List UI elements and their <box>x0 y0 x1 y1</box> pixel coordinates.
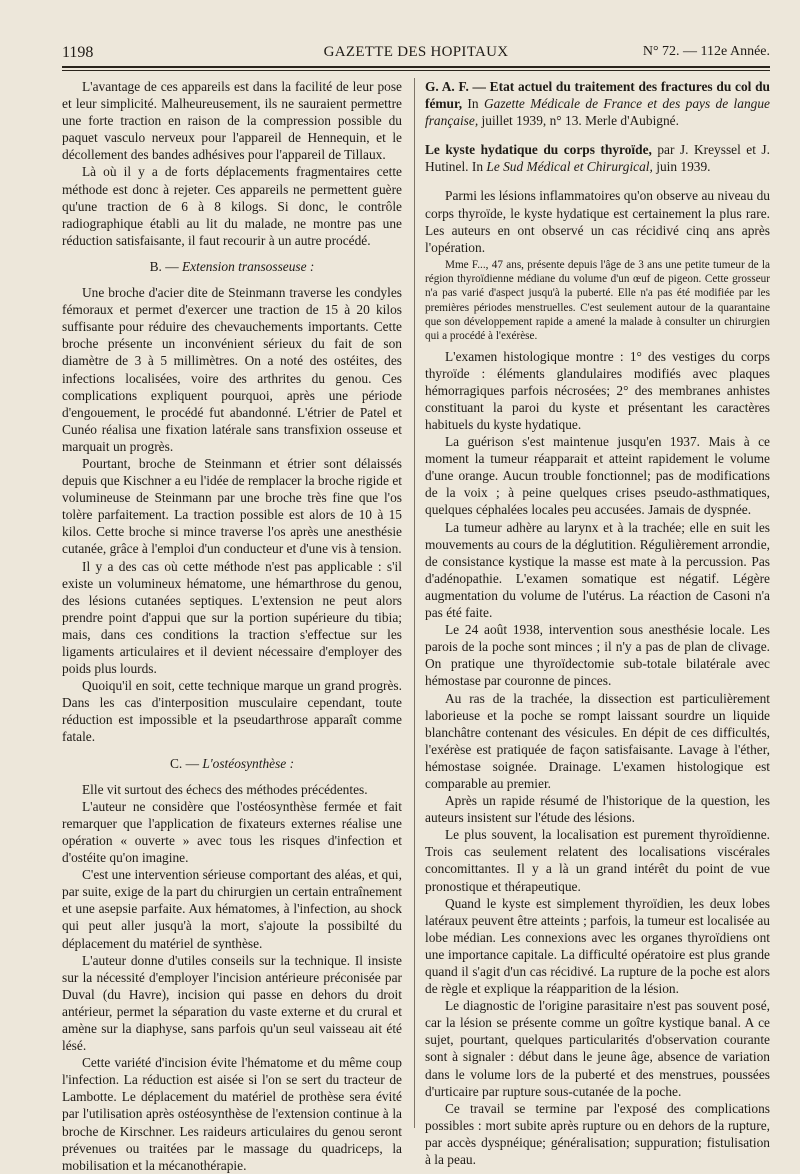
section-title: L'ostéosynthèse : <box>202 755 295 771</box>
section-prefix: C. — <box>169 755 203 771</box>
reference-title: G. A. F. — Etat actuel du traitement des fractures du col du fémur, <box>425 79 770 112</box>
section-heading-b <box>62 258 402 275</box>
reference-journal: Gazette Médicale de France et des pays de langue française, <box>425 96 770 129</box>
paragraph: La guérison s'est maintenue jusqu'en 1937. Mais à ce moment la tumeur réapparait et atteint rapidement le volume d'une orange. Aucun trouble fonctionnel; pas de modifications de la voix ; à peine quelques crises pseudo-asthmatiques, quelques céphalées locales peu accusées. Jamais de dyspnée. <box>425 434 770 518</box>
section-prefix: B. — <box>149 258 182 274</box>
journal-title: GAZETTE DES HOPITAUX <box>323 44 509 60</box>
issue-number: N° 72. — 112e Année. <box>642 44 770 59</box>
paragraph: C'est une intervention sérieuse comportant des aléas, et qui, par suite, exige de la part du chirurgien un certain entraînement et une asepsie parfaite. Aux hématomes, à l'infection, au shock qui peut aller jusqu'à la mort, s'ajoute la possibilté du déplacement du matériel de synthèse. <box>62 867 402 951</box>
paragraph: Quoiqu'il en soit, cette technique marque un grand progrès. Dans les cas d'interposition musculaire cependant, toute réduction est impossible et la pseudarthrose apparaît comme fatale. <box>62 678 402 745</box>
section-title: Extension transosseuse : <box>181 258 315 274</box>
reference-journal: Le Sud Médical et Chirurgical, <box>486 159 653 175</box>
section-heading-c <box>62 755 402 772</box>
reference-in: In <box>462 96 484 112</box>
left-column <box>62 78 402 1174</box>
paragraph: L'examen histologique montre : 1° des vestiges du corps thyroïde : éléments glandulaires modifiés avec plaques hémorragiques parfois nécrosées; 2° des membranes anhistes constituant la paroi du kyste et présentant les caractères habituels du kyste hydatique. <box>425 348 770 432</box>
reference-details: juin 1939. <box>652 159 711 175</box>
paragraph: Il y a des cas où cette méthode n'est pas applicable : s'il existe un volumineux hématome, une hémarthrose du genou, des lésions cutanées septiques. L'extension ne peut alors prendre point d'appui que sur la portion supérieure du tibia; mais, dans ces conditions la traction s'effectue sur les ligaments articulaires et il devient nécessaire d'employer des poids plus lourds. <box>62 558 402 677</box>
paragraph: Parmi les lésions inflammatoires qu'on observe au niveau du corps thyroïde, le kyste hydatique est certainement la plus rare. Les auteurs en ont observé un cas récidivé cinq ans après l'opération. <box>425 188 770 255</box>
paragraph: Quand le kyste est simplement thyroïdien, les deux lobes latéraux peuvent être atteints ; parfois, la tumeur est localisée au lobe médian. Les connexions avec les organes thyroïdiens ont une importance capitale. La difficulté opératoire est plus grande quand il s'agit d'un cas récidivé. La rupture de la poche est alors de règle et explique la réapparition de la lésion. <box>425 895 770 997</box>
paragraph: L'avantage de ces appareils est dans la facilité de leur pose et leur simplicité. Malheureusement, ils ne sauraient permettre une forte traction en raison de la compression possible du paquet vasculo nerveux pour l'appareil de Hennequin, et le décollement des bandes adhésives pour l'appareil de Tillaux. <box>62 79 402 163</box>
reference-authors: par J. Kreyssel et J. Hutinel. In <box>425 142 770 175</box>
paragraph: Au ras de la trachée, la dissection est particulièrement laborieuse et la poche se rompt laissant sourdre un liquide blanchâtre contenant des vésicules. En dépit de ces difficultés, l'exérèse est pratiquée de façon satisfaisante. Lavage à l'éther, hémostase soignée. Drainage. L'examen histologique est comparable au premier. <box>425 690 770 791</box>
page-number: 1198 <box>62 44 94 61</box>
right-column <box>425 78 770 1168</box>
paragraph: Le plus souvent, la localisation est purement thyroïdienne. Trois cas seulement relatent des localisations viscérales concomittantes. Il y a là un grand intérêt du point de vue pronostique et thérapeutique. <box>425 827 770 894</box>
paragraph: Après un rapide résumé de l'historique de la question, les auteurs insistent sur l'étude des lésions. <box>425 793 770 826</box>
header-rule-thin <box>62 70 770 71</box>
reference-details: juillet 1939, n° 13. Merle d'Aubigné. <box>478 113 679 129</box>
paragraph: Là où il y a de forts déplacements fragmentaires cette méthode est donc à rejeter. Ces appareils ne permettent guère qu'une traction de 6 à 8 kilogs. Si donc, le contrôle radiographique établi au lit du malade, ne montre pas une réduction satisfaisante, il faut recourir à un autre procédé. <box>62 164 402 248</box>
reference-2 <box>425 141 770 175</box>
paragraph: Pourtant, broche de Steinmann et étrier sont délaissés depuis que Kischner a eu l'idée de remplacer la broche rigide et volumineuse de Steinmann par une broche très fine que l'os tolère parfaitement. La traction possible est alors de 10 à 15 kilos. Cette broche si mince traverse l'os après une anesthésie cutanée, grâce à l'emploi d'un conducteur et d'une vis à tension. <box>62 455 402 557</box>
header-rule-thick <box>62 66 770 68</box>
paragraph: Le diagnostic de l'origine parasitaire n'est pas souvent posé, car la lésion se présente comme un goître kystique banal. A ce sujet, pourtant, quelques particularités d'observation courante sont à signaler : début dans le jeune âge, absence de variation dans le volume lors de la puberté et des menstrues, poussées d'urticaire par rupture sous-cutanée de la poche. <box>425 998 770 1099</box>
paragraph: L'auteur ne considère que l'ostéosynthèse fermée et fait remarquer que l'application de fixateurs externes réalise une opération « ouverte » avec tous les risques d'infection et d'ostéite qu'on imagine. <box>62 798 402 866</box>
paragraph: Cette variété d'incision évite l'hématome et du même coup l'infection. La réduction est aisée si l'on se sert du tracteur de Lambotte. Le déplacement du matériel de prothèse sera évité par l'utilisation après ostéosynthèse de l'extension continue à la broche de Kirschner. Les raideurs articulaires du genou seront prévenues ou traitées par le massage du quadriceps, la mobilisation et la mécanothérapie. <box>62 1055 402 1173</box>
running-header <box>62 44 770 64</box>
reference-title: Le kyste hydatique du corps thyroïde, <box>425 142 652 158</box>
column-divider <box>414 78 415 1128</box>
case-report: Mme F..., 47 ans, présente depuis l'âge de 3 ans une petite tumeur de la région thyroïdienne médiane du volume d'un œuf de pigeon. Cette grosseur n'a pas varié d'aspect jusqu'à la puberté. Elle n'a pas été modifiée par les premières périodes menstruelles. C'est seulement autour de la quarantaine que son développement rapide a amené la malade à consulter un chirurgien qui a procédé à l'exérèse. <box>425 258 770 343</box>
paragraph: Elle vit surtout des échecs des méthodes précédentes. <box>82 781 368 797</box>
paragraph: L'auteur donne d'utiles conseils sur la technique. Il insiste sur la nécessité d'employer l'incision antérieure préconisée par Duval (du Havre), incision qui passe en dehors du droit antérieur, permet la séparation du vaste externe et du crural et amène sur la diaphyse, sans parfois qu'un seul vaisseau ait été lésé. <box>62 952 402 1054</box>
paragraph: Une broche d'acier dite de Steinmann traverse les condyles fémoraux et permet d'exercer une traction de 15 à 20 kilos suffisante pour réduire des chevauchements importants. Cette broche présente un inconvénient sérieux du fait de son diamètre de 3 à 5 millimètres. On a noté des ostéites, des infections localisées, voire des arthrites du genou. Ces complications expliquent pourquoi, après une période d'engouement, le procédé fut abandonné. L'étrier de Patel et Cunéo réalisa une fixation latérale sans transfixion osseuse et marquait un progrès. <box>62 285 402 454</box>
reference-1 <box>425 78 770 129</box>
paragraph: Le 24 août 1938, intervention sous anesthésie locale. Les parois de la poche sont minces ; il n'y a pas de plan de clivage. On pratique une thyroïdectomie sub-totale bilatérale avec hémostase par couronne de pinces. <box>425 622 770 689</box>
paragraph: La tumeur adhère au larynx et à la trachée; elle en suit les mouvements au cours de la déglutition. Régulièrement arrondie, de consistance kystique la masse est mate à la percussion. Pas d'adénopathie. L'examen somatique est négatif. Légère augmentation du volume de l'utérus. La réaction de Casoni n'a pas été faite. <box>425 519 770 621</box>
paragraph: Ce travail se termine par l'exposé des complications possibles : mort subite après rupture ou en dehors de la rupture, par accès dyspnéique; généralisation; suppuration; fistulisation à la peau. <box>425 1100 770 1168</box>
